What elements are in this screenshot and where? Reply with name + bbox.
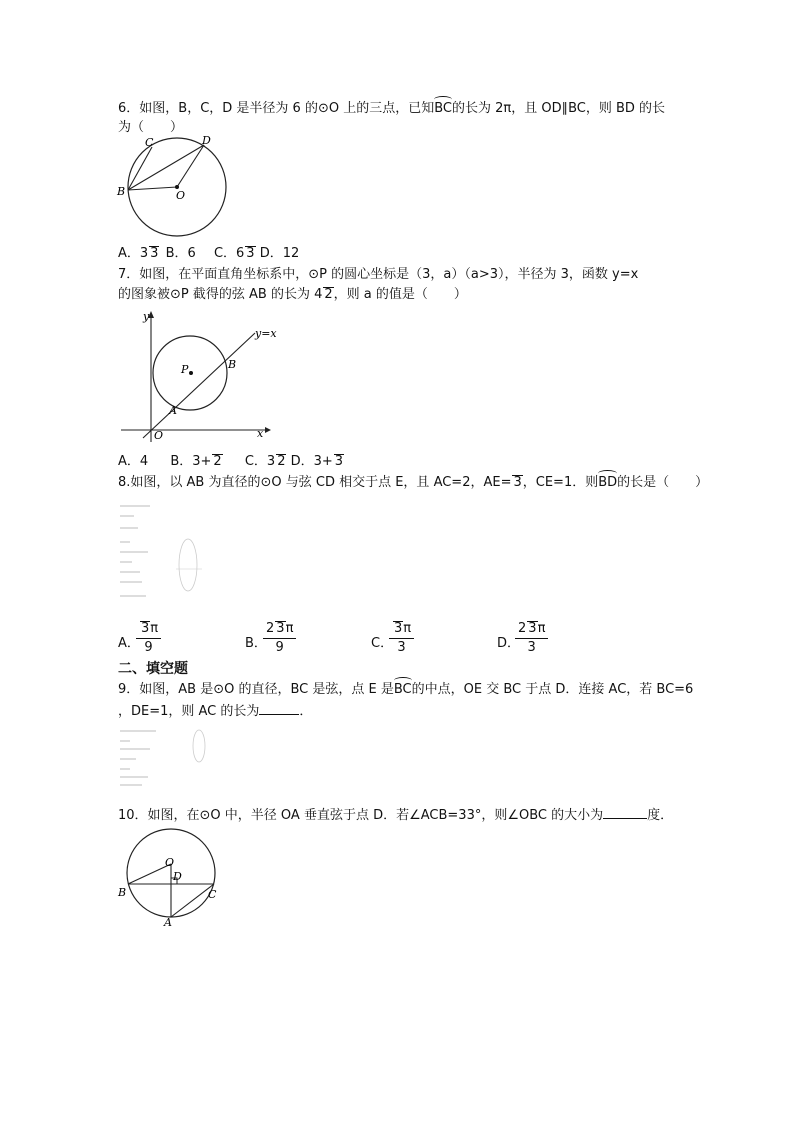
section-title: 二、填空题 <box>118 661 188 677</box>
q6-label-o: O <box>176 189 186 202</box>
q6-options: A．3 3 B．6 C．6 3 D．12 <box>118 246 300 261</box>
q9-line-2: ，DE=1，则 AC 的长为 ． <box>118 704 313 719</box>
q9-answer-blank[interactable] <box>259 702 299 715</box>
q7-label-o: O <box>154 429 164 442</box>
q10-figure <box>116 826 228 930</box>
q6-label-b: B <box>117 185 126 198</box>
q10-label-d: D <box>173 870 182 883</box>
arc-bd: BD <box>598 475 618 490</box>
q6-figure <box>116 136 234 244</box>
q10-answer-blank[interactable] <box>603 806 647 819</box>
q7-line-2: 的图象被⊙P 截得的弦 AB 的长为 4 2，则 a 的值是（ ） <box>118 287 467 302</box>
q8-option-d: D． $\frac{2 3\pi}{3}$ <box>497 620 587 660</box>
q10-label-a: A <box>164 916 172 929</box>
q8-option-a-frac: $\frac{3\pi}{9}$ <box>136 620 161 657</box>
q10-label-o: O <box>165 856 175 869</box>
q6-line-od <box>177 145 204 187</box>
q8-option-b: B． $\frac{2 3\pi}{9}$ <box>245 620 335 660</box>
q7-line-1: 7．如图，在平面直角坐标系中，⊙P 的圆心坐标是（3，a）（a>3），半径为 3，函数 y=x <box>118 267 639 282</box>
q10-label-b: B <box>118 886 127 899</box>
q6-label-c: C <box>145 136 154 149</box>
q7-figure <box>117 306 277 446</box>
q8-option-d-frac: $\frac{2 3\pi}{3}$ <box>515 620 548 657</box>
q9-faint-thumbnail <box>118 728 218 788</box>
q8-option-b-frac: $\frac{2 3\pi}{9}$ <box>263 620 296 657</box>
q8-option-c: C． $\frac{3\pi}{3}$ <box>371 620 451 660</box>
q7-center-dot <box>189 371 193 375</box>
q7-label-p: P <box>181 363 189 376</box>
q10-line: 10．如图，在⊙O 中，半径 OA 垂直弦于点 D．若∠ACB=33°，则∠OBC 的大小为 度． <box>118 808 674 823</box>
arc-bc-2: BC <box>393 682 412 697</box>
arc-bc: BC <box>434 101 452 116</box>
q7-label-y: y <box>143 310 150 323</box>
q7-line-yx <box>143 333 255 438</box>
q8-faint-thumbnail <box>118 505 218 605</box>
q6-line-2: 为（ ） <box>118 120 184 135</box>
q7-label-x: x <box>257 427 264 440</box>
q7-label-b: B <box>228 358 237 371</box>
q6-line-bo <box>128 187 177 190</box>
q7-options: A．4 B．3+ 2 C．3 2 D．3+ 3 <box>118 454 344 469</box>
q10-label-c: C <box>208 888 217 901</box>
q7-x-arrow <box>265 427 271 433</box>
q6-line-1: 6．如图，B，C，D 是半径为 6 的⊙O 上的三点，已知BC的长为 2π，且 OD∥BC，则 BD 的长 <box>118 101 666 116</box>
q7-label-a: A <box>169 404 177 417</box>
q8-option-a: A． $\frac{3\pi}{9}$ <box>118 620 198 660</box>
q8-stem: 8.如图，以 AB 为直径的⊙O 与弦 CD 相交于点 E，且 AC=2，AE= 3，CE=1．则BD的长是（ ） <box>118 475 709 490</box>
q6-line-bd <box>128 145 204 190</box>
q7-label-line: y=x <box>255 327 277 340</box>
q8-option-c-frac: $\frac{3\pi}{3}$ <box>389 620 414 657</box>
q9-line-1: 9．如图，AB 是⊙O 的直径，BC 是弦，点 E 是BC的中点，OE 交 BC 于点 D．连接 AC，若 BC=6 <box>118 682 694 697</box>
q6-label-d: D <box>202 136 211 147</box>
